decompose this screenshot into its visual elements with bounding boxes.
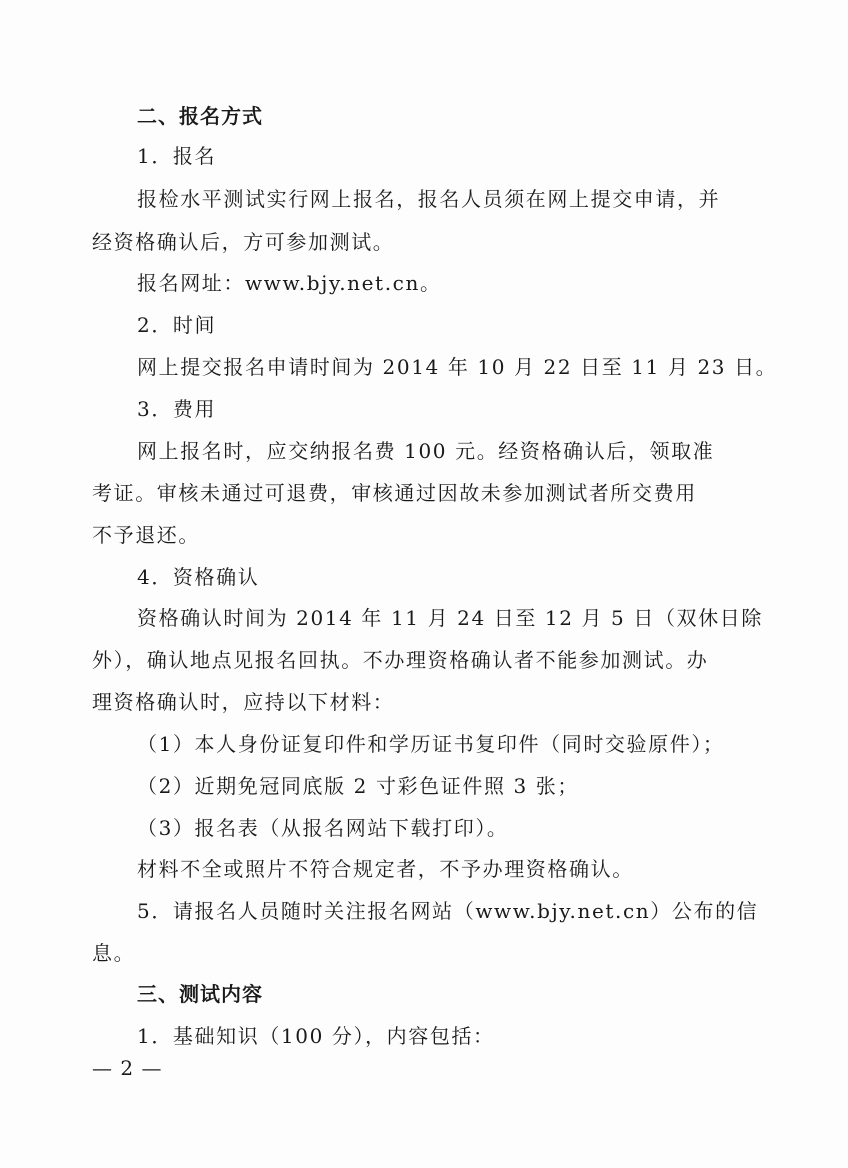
subheading-time: 2．时间 <box>137 313 217 337</box>
subheading-basic-knowledge: 1．基础知识（100 分），内容包括： <box>137 1024 495 1048</box>
paragraph-line: 经资格确认后，方可参加测试。 <box>92 230 395 254</box>
registration-url-line: 报名网址：www.bjy.net.cn。 <box>137 271 442 295</box>
paragraph-line: 息。 <box>92 941 136 965</box>
paragraph-line: 不予退还。 <box>92 523 200 547</box>
paragraph-line: 理资格确认时，应持以下材料： <box>92 690 395 714</box>
subheading-qualification: 4．资格确认 <box>137 565 260 589</box>
list-item: （1）本人身份证复印件和学历证书复印件（同时交验原件）； <box>137 732 725 756</box>
paragraph-line: 材料不全或照片不符合规定者，不予办理资格确认。 <box>137 857 634 881</box>
subheading-registration: 1．报名 <box>137 144 217 168</box>
paragraph-line: 报检水平测试实行网上报名，报名人员须在网上提交申请，并 <box>137 187 721 211</box>
section-heading-test-content: 三、测试内容 <box>137 982 263 1006</box>
paragraph-line: 考证。审核未通过可退费，审核通过因故未参加测试者所交费用 <box>92 481 697 505</box>
paragraph-line: 网上提交报名申请时间为 2014 年 10 月 22 日至 11 月 23 日。 <box>137 355 778 379</box>
paragraph-line: 网上报名时，应交纳报名费 100 元。经资格确认后，领取准 <box>137 439 715 463</box>
page-number: — 2 — <box>92 1056 163 1080</box>
subheading-fees: 3．费用 <box>137 397 217 421</box>
list-item: （3）报名表（从报名网站下载打印）。 <box>137 816 509 840</box>
paragraph-line: 外），确认地点见报名回执。不办理资格确认者不能参加测试。办 <box>92 648 709 672</box>
list-item: （2）近期免冠同底版 2 寸彩色证件照 3 张； <box>137 774 580 798</box>
paragraph-line: 资格确认时间为 2014 年 11 月 24 日至 12 月 5 日（双休日除 <box>137 606 763 630</box>
paragraph-line: 5．请报名人员随时关注报名网站（www.bjy.net.cn）公布的信 <box>137 899 759 923</box>
section-heading-registration-method: 二、报名方式 <box>137 104 263 128</box>
